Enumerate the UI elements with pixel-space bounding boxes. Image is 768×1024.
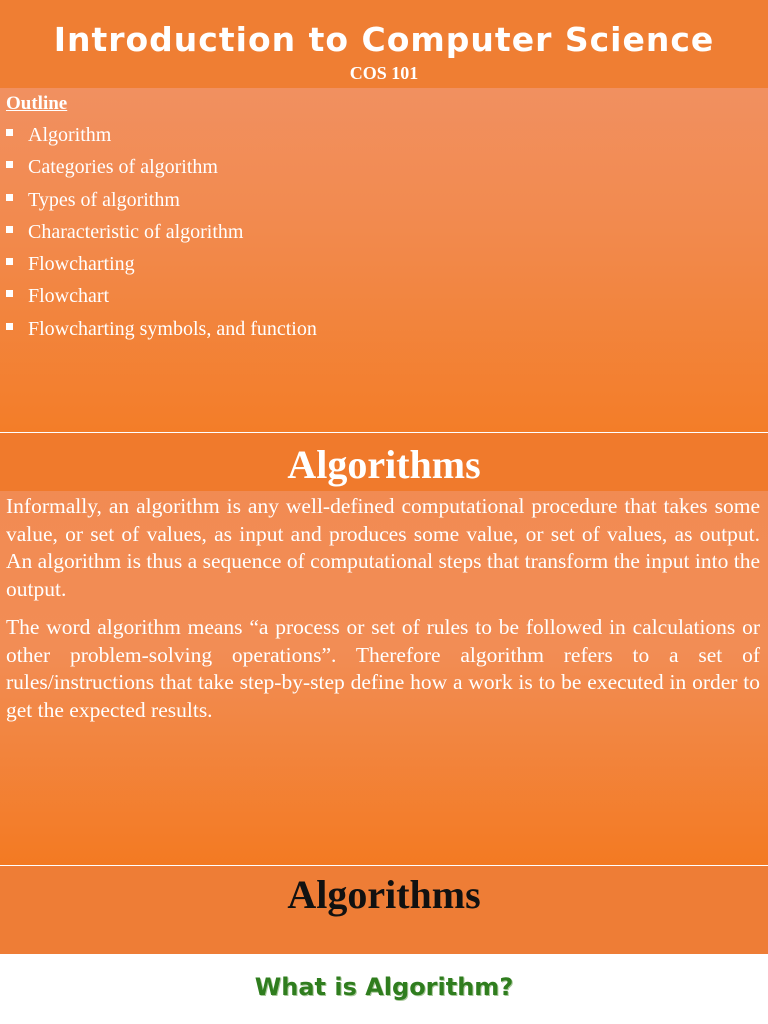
what-is-algorithm-image xyxy=(0,954,768,1024)
outline-item xyxy=(0,216,317,248)
square-bullet-icon xyxy=(6,226,13,233)
square-bullet-icon xyxy=(6,258,13,265)
square-bullet-icon xyxy=(6,323,13,330)
outline-list xyxy=(0,119,317,345)
definition-paragraph: Informally, an algorithm is any well-defined computational procedure that takes some value, or set of values, as input and produces some value, or set of values, as output. An algorithm is thus a sequence of computational steps that transform the input into the output. xyxy=(6,494,760,601)
slide-algorithms-title xyxy=(0,866,768,954)
outline-item xyxy=(0,119,317,151)
square-bullet-icon xyxy=(6,290,13,297)
outline-item-label: Types of algorithm xyxy=(28,188,180,211)
outline-item-label: Flowcharting xyxy=(28,253,135,276)
course-code: COS 101 xyxy=(349,63,419,83)
outline-item xyxy=(0,280,317,312)
slide-heading: Algorithms xyxy=(287,872,481,917)
meaning-paragraph: The word algorithm means “a process or set of rules to be followed in calculations or other problem-solving operations”. Therefore algorithm refers to a set of rules/instructions that take step-by-step define how a work is to be executed in order to get the expected results. xyxy=(6,615,760,722)
outline-item xyxy=(0,151,317,183)
outline-item-label: Algorithm xyxy=(28,124,112,146)
slide-intro xyxy=(0,0,768,432)
outline-heading: Outline xyxy=(6,93,68,114)
outline-item xyxy=(0,313,317,345)
outline-item-label: Flowchart xyxy=(28,285,110,308)
slide-algorithms-definition xyxy=(0,433,768,865)
outline-item-label: Flowcharting symbols, and function xyxy=(28,317,317,340)
square-bullet-icon xyxy=(6,129,13,136)
outline-item-label: Categories of algorithm xyxy=(28,156,218,179)
square-bullet-icon xyxy=(6,194,13,201)
slide-heading: Algorithms xyxy=(287,442,481,487)
slide-title: Introduction to Computer Science xyxy=(53,20,715,59)
outline-item xyxy=(0,184,317,216)
outline-item xyxy=(0,248,317,280)
outline-item-label: Characteristic of algorithm xyxy=(28,220,244,243)
image-caption: What is Algorithm? xyxy=(254,973,514,1001)
square-bullet-icon xyxy=(6,161,13,168)
